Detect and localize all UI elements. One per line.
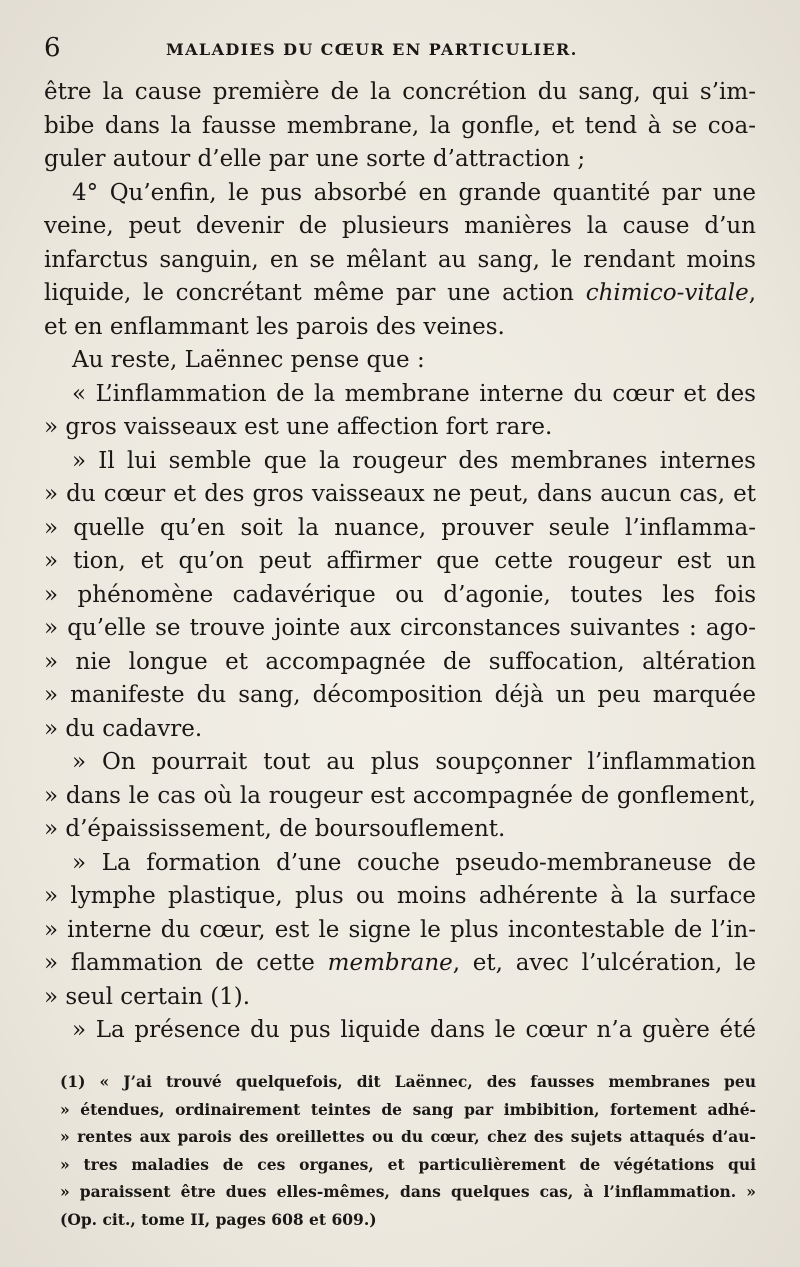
body-line: » du cadavre.: [44, 715, 203, 742]
body-line: » d’épaississement, de boursouflement.: [44, 816, 506, 842]
body-line: être la cause première de la concrétion du sang, qui s’im-: [44, 79, 756, 105]
body-line: » tion, et qu’on peut affirmer que cette rougeur est un: [44, 548, 756, 574]
body-line: liquide, le concrétant même par une action chimico-vitale,: [44, 280, 756, 306]
body-line: » qu’elle se trouve jointe aux circonstances suivantes : ago-: [44, 615, 756, 641]
body-line: bibe dans la fausse membrane, la gonfle, et tend à se coa-: [44, 112, 756, 139]
footnote-line: » rentes aux parois des oreillettes ou du cœur, chez des sujets attaqués d’au-: [60, 1127, 756, 1146]
body-line: » On pourrait tout au plus soupçonner l’inflammation: [72, 749, 756, 775]
body-line: » manifeste du sang, décomposition déjà un peu marquée: [44, 682, 756, 708]
body-line: Au reste, Laënnec pense que :: [72, 347, 425, 373]
body-line: » La formation d’une couche pseudo-membraneuse de: [72, 849, 756, 876]
body-line: » interne du cœur, est le signe le plus incontestable de l’in-: [44, 916, 756, 943]
body-line: veine, peut devenir de plusieurs manières la cause d’un: [44, 213, 756, 239]
footnote-line: (1) « J’ai trouvé quelquefois, dit Laënnec, des fausses membranes peu: [60, 1072, 756, 1091]
footnotes: [60, 1068, 756, 1233]
body-line: » du cœur et des gros vaisseaux ne peut, dans aucun cas, et: [44, 481, 756, 507]
body-line: 4° Qu’enfin, le pus absorbé en grande quantité par une: [72, 179, 756, 206]
body-line: » gros vaisseaux est une affection fort rare.: [44, 414, 553, 440]
footnote-line: » tres maladies de ces organes, et particulièrement de végétations qui: [60, 1154, 756, 1174]
body-line: » flammation de cette membrane, et, avec l’ulcération, le: [44, 950, 756, 976]
page-number: 6: [44, 33, 61, 63]
body-line: » Il lui semble que la rougeur des membranes internes: [72, 447, 756, 474]
body-line: » La présence du pus liquide dans le cœur n’a guère été: [72, 1017, 756, 1043]
page-header: [44, 30, 756, 66]
footnote-line: (Op. cit., tome II, pages 608 et 609.): [60, 1209, 377, 1229]
body-line: » phénomène cadavérique ou d’agonie, toutes les fois: [44, 581, 756, 608]
body-line: » quelle qu’en soit la nuance, prouver seule l’inflamma-: [44, 514, 756, 541]
footnote-line: » étendues, ordinairement teintes de sang par imbibition, fortement adhé-: [60, 1099, 756, 1119]
body-line: et en enflammant les parois des veines.: [44, 313, 505, 340]
italic-term: membrane: [327, 950, 453, 976]
body-line: » seul certain (1).: [44, 983, 251, 1010]
body-text: [44, 76, 756, 1048]
body-line: » lymphe plastique, plus ou moins adhérente à la surface: [44, 883, 756, 909]
body-line: » nie longue et accompagnée de suffocation, altération: [44, 648, 756, 675]
body-line: « L’inflammation de la membrane interne du cœur et des: [72, 380, 756, 407]
running-title: MALADIES DU CŒUR EN PARTICULIER.: [166, 40, 578, 59]
body-line: guler autour d’elle par une sorte d’attraction ;: [44, 146, 586, 172]
footnote-line: » paraissent être dues elles-mêmes, dans quelques cas, à l’inflammation. »: [60, 1182, 756, 1201]
italic-term: chimico-vitale: [585, 280, 749, 306]
body-line: » dans le cas où la rougeur est accompagnée de gonflement,: [44, 782, 756, 809]
body-line: infarctus sanguin, en se mêlant au sang, le rendant moins: [44, 246, 756, 273]
